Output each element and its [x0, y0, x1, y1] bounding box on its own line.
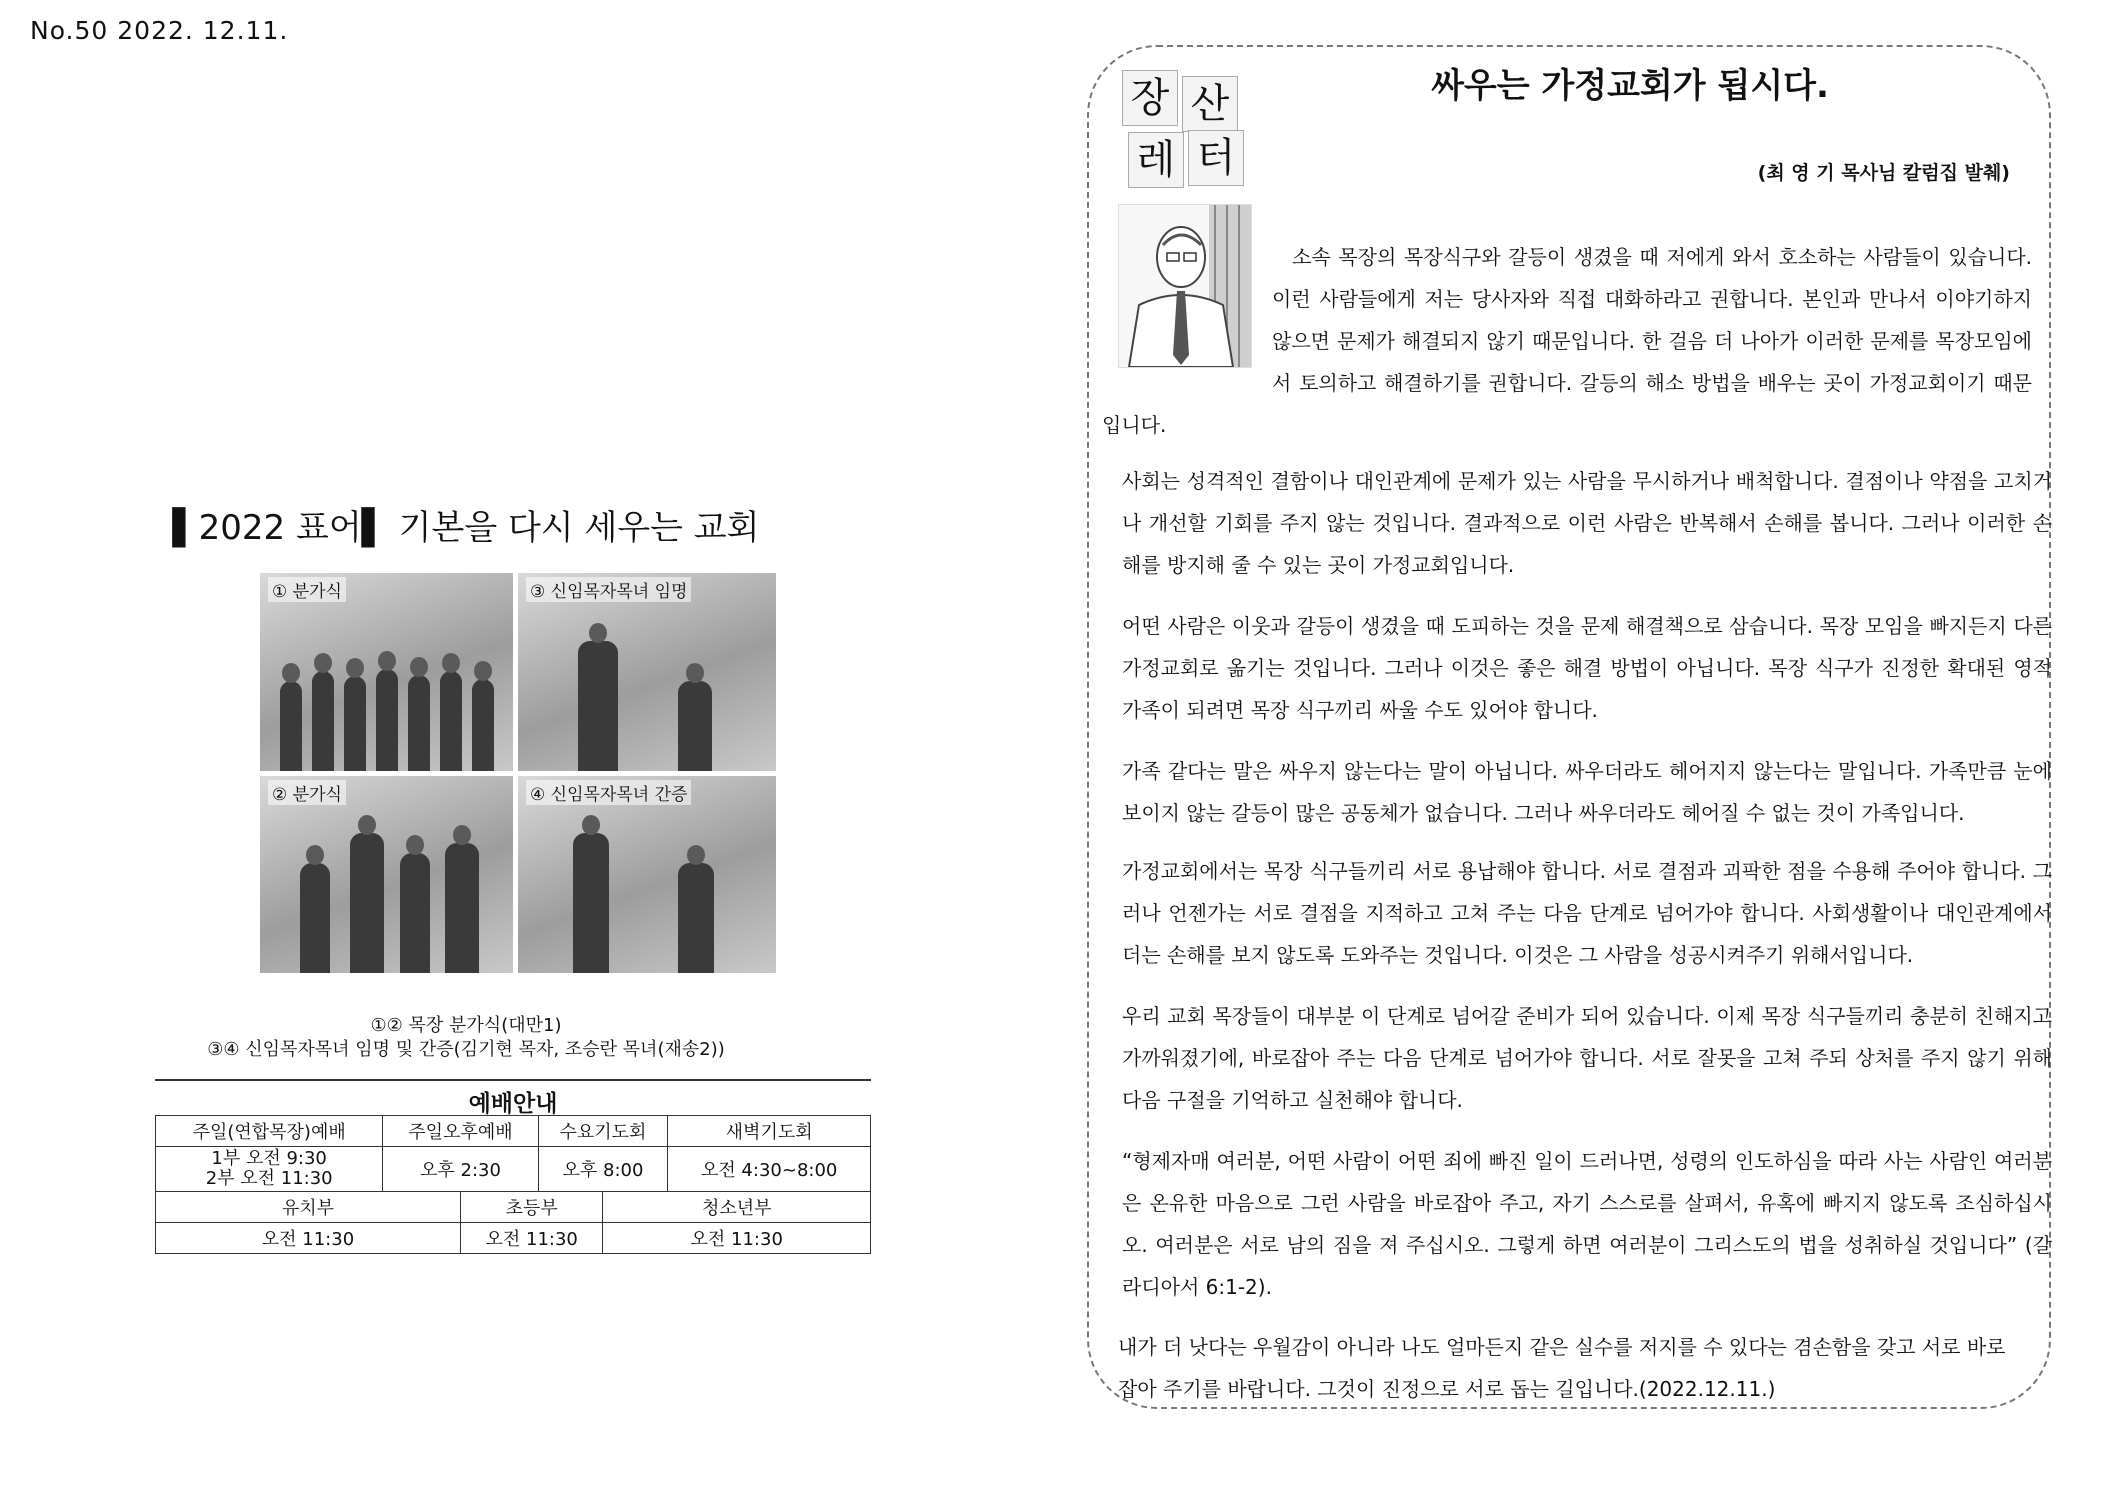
paragraph-5: 가정교회에서는 목장 식구들끼리 서로 용납해야 합니다. 서로 결점과 괴팍한 점을 수용해 주어야 합니다. 그러나 언젠가는 서로 결점을 지적하고 고쳐 주는 다음 단계로 넘어가야 합니다. 사회생활이나 대인관계에서 더는 손해를 보지 않도록 도와주는 것입니다. 이것은 그 사람을 성공시켜주기 위해서입니다.	[1122, 859, 2052, 967]
sunday-first-service: 1부 오전 9:30	[211, 1148, 327, 1169]
header-elementary: 초등부	[460, 1192, 603, 1223]
letter-title: 싸우는 가정교회가 됩시다.	[1431, 66, 1829, 106]
worship-schedule	[155, 1079, 871, 1254]
header-kindergarten: 유치부	[156, 1192, 461, 1223]
sunday-afternoon-time: 오후 2:30	[383, 1147, 538, 1192]
photo-caption-line-2: ③④ 신임목자목녀 임명 및 간증(김기현 목자, 조승란 목녀(재송2))	[207, 1039, 725, 1060]
paragraph-2: 사회는 성격적인 결함이나 대인관계에 문제가 있는 사람을 무시하거나 배척합니다. 결점이나 약점을 고치거나 개선할 기회를 주지 않는 것입니다. 결과적으로 이런 사람은 반복해서 손해를 봅니다. 그러나 이러한 손해를 방지해 줄 수 있는 곳이 가정교회입니다.	[1122, 469, 2052, 577]
paragraph-6: 우리 교회 목장들이 대부분 이 단계로 넘어갈 준비가 되어 있습니다. 이제 목장 식구들끼리 충분히 친해지고 가까워졌기에, 바로잡아 주는 다음 단계로 넘어가야 합니다. 서로 잘못을 고쳐 주되 상처를 주지 않기 위해 다음 구절을 기억하고 실천해야 합니다.	[1122, 1004, 2052, 1112]
badge-char-1: 장	[1122, 70, 1178, 126]
wednesday-prayer-time: 오후 8:00	[538, 1147, 668, 1192]
worship-table	[155, 1115, 871, 1254]
photo-3	[518, 573, 776, 771]
youth-time: 오전 11:30	[603, 1223, 871, 1254]
badge-char-4: 터	[1188, 130, 1244, 186]
letter-source: (최 영 기 목사님 칼럼집 발췌)	[1757, 162, 2010, 184]
paragraph-4: 가족 같다는 말은 싸우지 않는다는 말이 아닙니다. 싸우더라도 헤어지지 않는다는 말입니다. 가족만큼 눈에 보이지 않는 갈등이 많은 공동체가 없습니다. 그러나 싸우더라도 헤어질 수 없는 것이 가족입니다.	[1122, 759, 2052, 825]
photo-grid	[260, 573, 776, 973]
sunday-second-service: 2부 오전 11:30	[205, 1168, 333, 1189]
photo-4-caption: ④ 신임목자목녀 간증	[526, 780, 691, 805]
kindergarten-time: 오전 11:30	[156, 1223, 461, 1254]
header-sunday-service: 주일(연합목장)예배	[156, 1116, 383, 1147]
photo-3-caption: ③ 신임목자목녀 임명	[526, 577, 691, 602]
dawn-prayer-time: 오전 4:30~8:00	[668, 1147, 871, 1192]
header-dawn-prayer: 새벽기도회	[668, 1116, 871, 1147]
jangsan-letter-badge	[1122, 70, 1252, 190]
elementary-time: 오전 11:30	[460, 1223, 603, 1254]
issue-number: No.50 2022. 12.11.	[30, 16, 289, 45]
photo-1	[260, 573, 513, 771]
header-wednesday-prayer: 수요기도회	[538, 1116, 668, 1147]
photo-1-caption: ① 분가식	[268, 577, 346, 602]
paragraph-3: 어떤 사람은 이웃과 갈등이 생겼을 때 도피하는 것을 문제 해결책으로 삼습니다. 목장 모임을 빠지든지 다른 가정교회로 옮기는 것입니다. 그러나 이것은 좋은 해결 방법이 아닙니다. 목장 식구가 진정한 확대된 영적 가족이 되려면 목장 식구끼리 싸울 수도 있어야 합니다.	[1122, 614, 2052, 722]
photo-2	[260, 776, 513, 973]
photo-4	[518, 776, 776, 973]
badge-char-2: 산	[1182, 76, 1238, 132]
photo-2-caption: ② 분가식	[268, 780, 346, 805]
photo-caption	[155, 1014, 777, 1062]
paragraph-7-scripture: “형제자매 여러분, 어떤 사람이 어떤 죄에 빠진 일이 드러나면, 성령의 인도하심을 따라 사는 사람인 여러분은 온유한 마음으로 그런 사람을 바로잡아 주고, 자기 스스로를 살펴서, 유혹에 빠지지 않도록 조심하십시오. 여러분은 서로 남의 짐을 져 주십시오. 그렇게 하면 여러분이 그리스도의 법을 성취하실 것입니다” (갈라디아서 6:1-2).	[1122, 1149, 2052, 1299]
paragraph-8-closing: 내가 더 낫다는 우월감이 아니라 나도 얼마든지 같은 실수를 저지를 수 있다는 겸손함을 갖고 서로 바로잡아 주기를 바랍니다. 그것이 진정으로 서로 돕는 길입니다.(2022.12.11.)	[1118, 1335, 2006, 1401]
header-sunday-afternoon: 주일오후예배	[383, 1116, 538, 1147]
worship-title: 예배안내	[155, 1079, 871, 1115]
paragraph-1: 소속 목장의 목장식구와 갈등이 생겼을 때 저에게 와서 호소하는 사람들이 있습니다. 이런 사람들에게 저는 당사자와 직접 대화하라고 권합니다. 본인과 만나서 이야기하지 않으면 문제가 해결되지 않기 때문입니다. 한 걸음 더 나아가 이러한 문제를 목장모임에서 토의하고 해결하기를 권합니다. 갈등의 해소 방법을 배우는 곳이 가정교회이기 때문입니다.	[1102, 245, 2032, 437]
badge-char-3: 레	[1128, 132, 1184, 188]
sunday-service-times	[156, 1147, 383, 1192]
header-youth: 청소년부	[603, 1192, 871, 1223]
photo-caption-line-1: ①② 목장 분가식(대만1)	[370, 1015, 562, 1036]
year-motto: ▌2022 표어▌ 기본을 다시 세우는 교회	[172, 508, 760, 548]
